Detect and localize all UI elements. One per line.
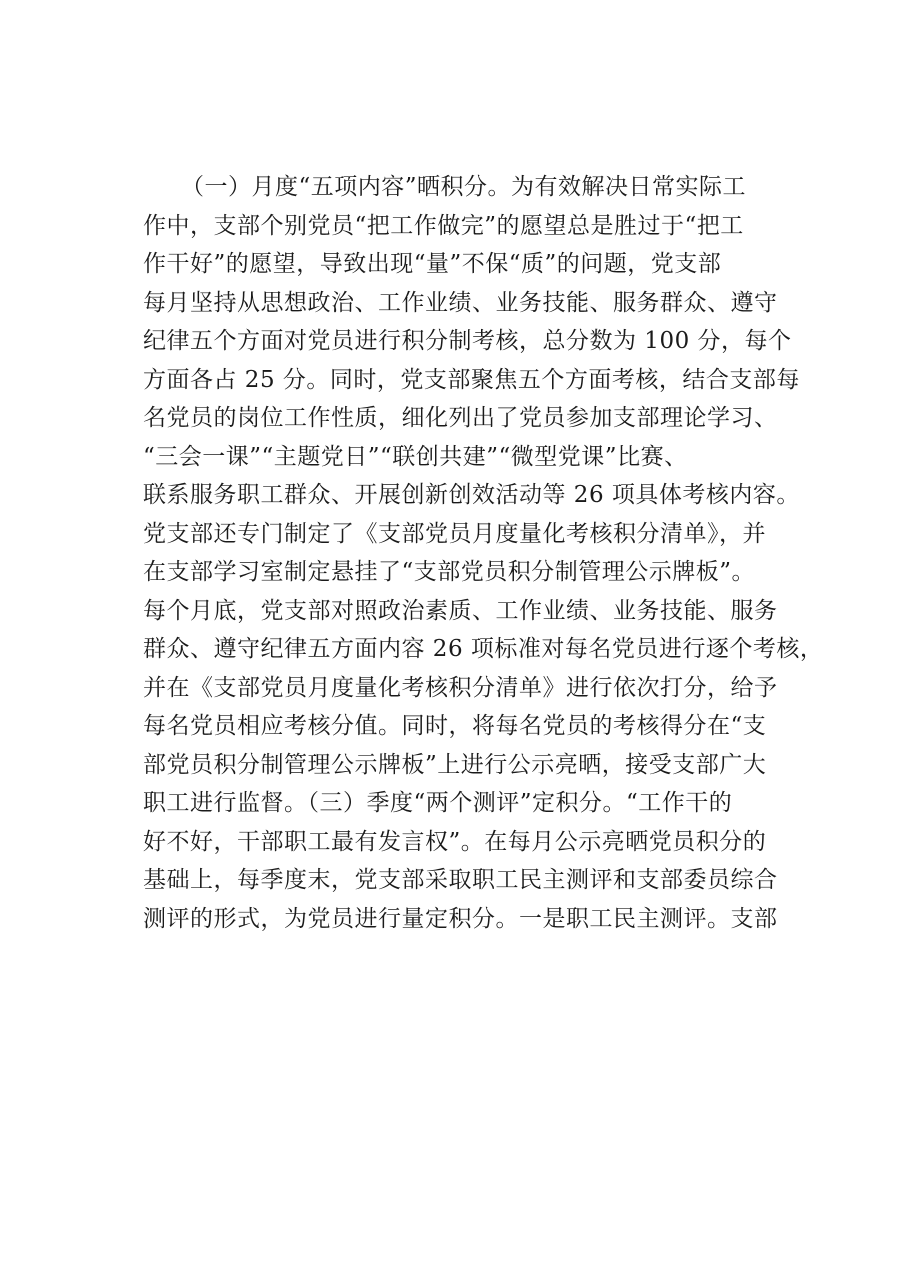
- text-line: 职工进行监督。（三）季度“两个测评”定积分。“工作干的: [143, 790, 733, 816]
- text-line: 方面各占 25 分。同时，党支部聚焦五个方面考核，结合支部每: [143, 366, 800, 393]
- text-line: 联系服务职工群众、开展创新创效活动等 26 项具体考核内容。: [143, 482, 800, 508]
- body-paragraph: [143, 168, 824, 938]
- text-line: 名党员的岗位工作性质，细化列出了党员参加支部理论学习、: [143, 405, 778, 431]
- text-line: 党支部还专门制定了《支部党员月度量化考核积分清单》，并: [143, 520, 766, 547]
- text-line: 作中，支部个别党员“把工作做完”的愿望总是胜过于“把工: [143, 212, 744, 239]
- text-line: 部党员积分制管理公示牌板”上进行公示亮晒，接受支部广大: [143, 751, 767, 778]
- text-line: 在支部学习室制定悬挂了“支部党员积分制管理公示牌板”。: [143, 559, 756, 585]
- text-line: “三会一课”“主题党日”“联创共建”“微型党课”比赛、: [143, 443, 688, 470]
- text-line: 基础上，每季度末，党支部采取职工民主测评和支部委员综合: [143, 867, 778, 893]
- text-line: 并在《支部党员月度量化考核积分清单》进行依次打分，给予: [143, 674, 778, 701]
- text-line: 好不好，干部职工最有发言权”。在每月公示亮晒党员积分的: [143, 828, 767, 855]
- text-line: 测评的形式，为党员进行量定积分。一是职工民主测评。支部: [143, 905, 778, 932]
- text-line: 每月坚持从思想政治、工作业绩、业务技能、服务群众、遵守: [143, 289, 778, 316]
- text-line: 每名党员相应考核分值。同时，将每名党员的考核得分在“支: [143, 713, 767, 739]
- text-line: 群众、遵守纪律五方面内容 26 项标准对每名党员进行逐个考核，: [143, 636, 824, 662]
- text-line: 作干好”的愿望，导致出现“量”不保“质”的问题，党支部: [143, 251, 722, 277]
- text-line: （一）月度“五项内容”晒积分。为有效解决日常实际工: [181, 174, 747, 200]
- text-line: 每个月底，党支部对照政治素质、工作业绩、业务技能、服务: [143, 597, 778, 624]
- text-line: 纪律五个方面对党员进行积分制考核，总分数为 100 分，每个: [143, 328, 792, 354]
